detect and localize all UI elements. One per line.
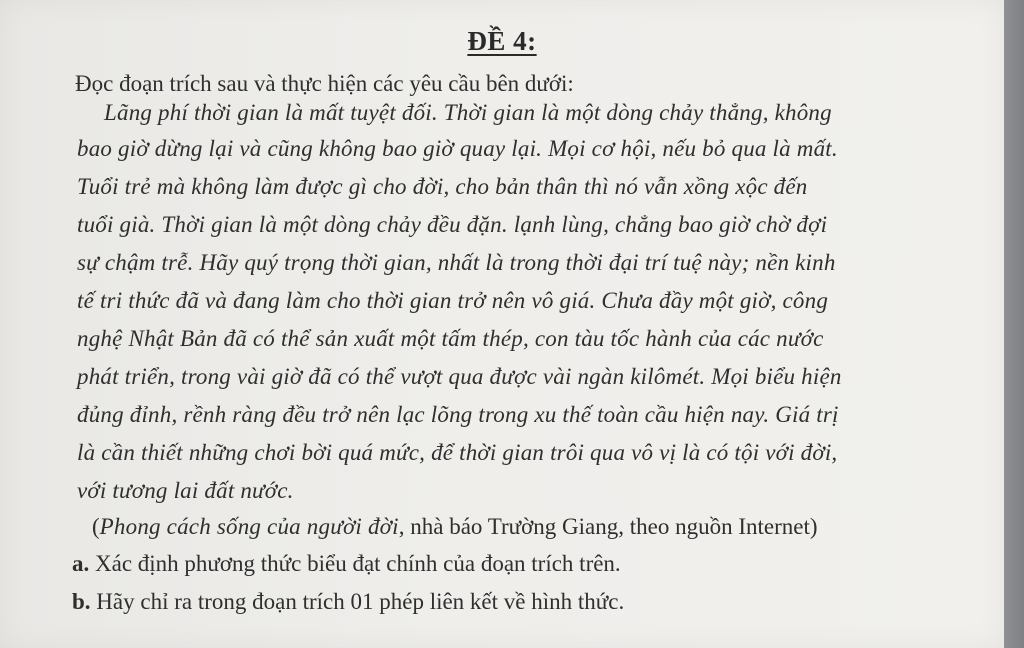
page-edge-shadow xyxy=(1004,0,1024,648)
question-a xyxy=(72,552,621,575)
passage-line: nghệ Nhật Bản đã có thể sản xuất một tấm thép, con tàu tốc hành của các nước xyxy=(77,326,824,351)
passage-line: sự chậm trễ. Hãy quý trọng thời gian, nhất là trong thời đại trí tuệ này; nền kinh xyxy=(77,250,836,275)
passage-line: tế tri thức đã và đang làm cho thời gian trở nên vô giá. Chưa đầy một giờ, công xyxy=(77,288,829,313)
source-title: Phong cách sống của người đời xyxy=(99,514,399,539)
source-citation xyxy=(92,515,818,538)
source-open-paren: ( xyxy=(92,514,100,539)
instruction-line: Đọc đoạn trích sau và thực hiện các yêu cầu bên dưới: xyxy=(75,71,574,96)
source-author: , nhà báo Trường Giang, theo nguồn Internet) xyxy=(398,514,818,539)
passage-line: đủng đỉnh, rềnh ràng đều trở nên lạc lõng trong xu thế toàn cầu hiện nay. Giá trị xyxy=(77,402,839,427)
question-text: Xác định phương thức biểu đạt chính của đoạn trích trên. xyxy=(95,551,621,576)
question-label: a. xyxy=(72,551,90,576)
question-b xyxy=(72,590,624,613)
exam-title: ĐỀ 4: xyxy=(467,26,537,56)
passage-line: tuổi già. Thời gian là một dòng chảy đều đặn. lạnh lùng, chẳng bao giờ chờ đợi xyxy=(77,212,828,237)
passage-line: là cần thiết những chơi bời quá mức, để thời gian trôi qua vô vị là có tội với đời, xyxy=(77,440,838,465)
passage-line: bao giờ dừng lại và cũng không bao giờ quay lại. Mọi cơ hội, nếu bỏ qua là mất. xyxy=(77,136,838,161)
passage-line: Tuổi trẻ mà không làm được gì cho đời, cho bản thân thì nó vẫn xồng xộc đến xyxy=(77,174,808,199)
question-label: b. xyxy=(72,589,91,614)
question-text: Hãy chỉ ra trong đoạn trích 01 phép liên kết về hình thức. xyxy=(96,589,625,614)
passage-line: Lãng phí thời gian là mất tuyệt đối. Thời gian là một dòng chảy thẳng, không xyxy=(104,100,832,125)
passage-line: phát triển, trong vài giờ đã có thể vượt qua được vài ngàn kilômét. Mọi biểu hiện xyxy=(77,364,842,389)
passage-line: với tương lai đất nước. xyxy=(77,478,294,503)
